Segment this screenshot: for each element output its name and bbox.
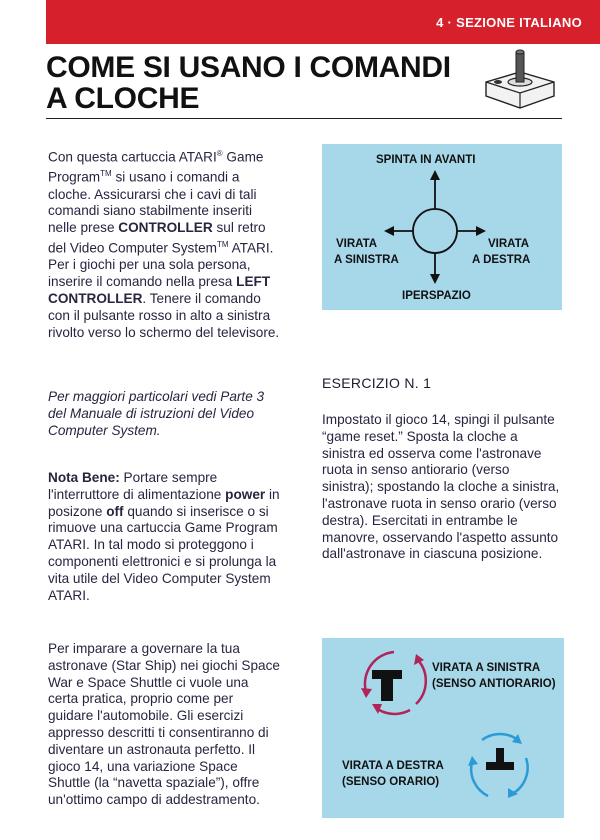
power-keyword: power [225,486,266,502]
rotation-diagram [322,638,564,818]
section-header-bar [46,0,600,44]
off-keyword: off [106,503,124,519]
label-ccw-1: VIRATA A SINISTRA [432,662,541,674]
intro-paragraph: Con questa cartuccia ATARI® Game Program™ si usano i comandi a cloche. Assicurarsi che i cavi di tali comandi siano stabilmente inseriti nelle prese CONTROLLER sul retro del Video Computer System™ ATARI. Per i giochi per una sola persona, inserire il comando nella presa LEFT CONTROLLER. Tenere il comando con il pulsante rosso in alto a sinistra rivolto verso lo schermo del televisore. [48,149,280,340]
ship-icon-large [372,670,402,701]
manual-reference-note: Per maggiori particolari vedi Parte 3 del Manuale di istruzioni del Video Computer System. [48,389,265,438]
left-controller-keyword: LEFT CONTROLLER [48,274,271,306]
title-divider [46,118,562,119]
label-thrust: SPINTA IN AVANTI [376,154,476,166]
nota-bene-label: Nota Bene: [48,470,120,485]
label-hyperspace: IPERSPAZIO [402,290,471,302]
title-line-2: A CLOCHE [46,82,200,115]
label-cw-1: VIRATA A DESTRA [342,760,444,772]
joystick-icon [480,46,560,116]
label-right-1: VIRATA [488,238,530,250]
controller-keyword: CONTROLLER [118,220,213,236]
label-cw-2: (SENSO ORARIO) [342,776,440,788]
label-left-2: A SINISTRA [334,254,399,266]
ship-icon-small [486,748,514,770]
piloting-intro-paragraph: Per imparare a governare la tua astronave (Star Ship) nei giochi Space War e Space Shuttle ci vuole una certa pratica, proprio come per guidare l'automobile. Gli esercizi appresso descritti ti consentiranno di diventare un astronauta perfetto. Il gioco 14, una variazione Space Shuttle (la “navetta spaziale”), offre un'ottimo campo di addestramento. [48,641,280,808]
nota-bene-paragraph: Nota Bene: Portare sempre l'interruttore di alimentazione power in posizone off quando si inserisce o si rimuove una cartuccia Game Program ATARI. In tal modo si proteggono i componenti elettronici e si prolunga la vita utile del Video Computer System ATARI. [48,470,280,603]
label-right-2: A DESTRA [472,254,531,266]
title-line-1: COME SI USANO I COMANDI [46,51,451,84]
joystick-directions-diagram [322,144,562,310]
page-title [46,52,466,114]
section-label: 4 · SEZIONE ITALIANO [436,15,582,30]
exercise-body: Impostato il gioco 14, spingi il pulsante “game reset.” Sposta la cloche a sinistra ed osserva come l'astronave ruota in senso antiorario (verso sinistra); spostando la cloche a sinistra, l'astronave ruota in senso orario (verso destra). Esercitati in entrambe le manovre, osservando l'aspetto assunto dall'astronave in ciascuna posizione. [322,412,560,562]
label-ccw-2: (SENSO ANTIORARIO) [432,678,556,690]
exercise-heading: ESERCIZIO N. 1 [322,375,432,391]
label-left-1: VIRATA [336,238,378,250]
